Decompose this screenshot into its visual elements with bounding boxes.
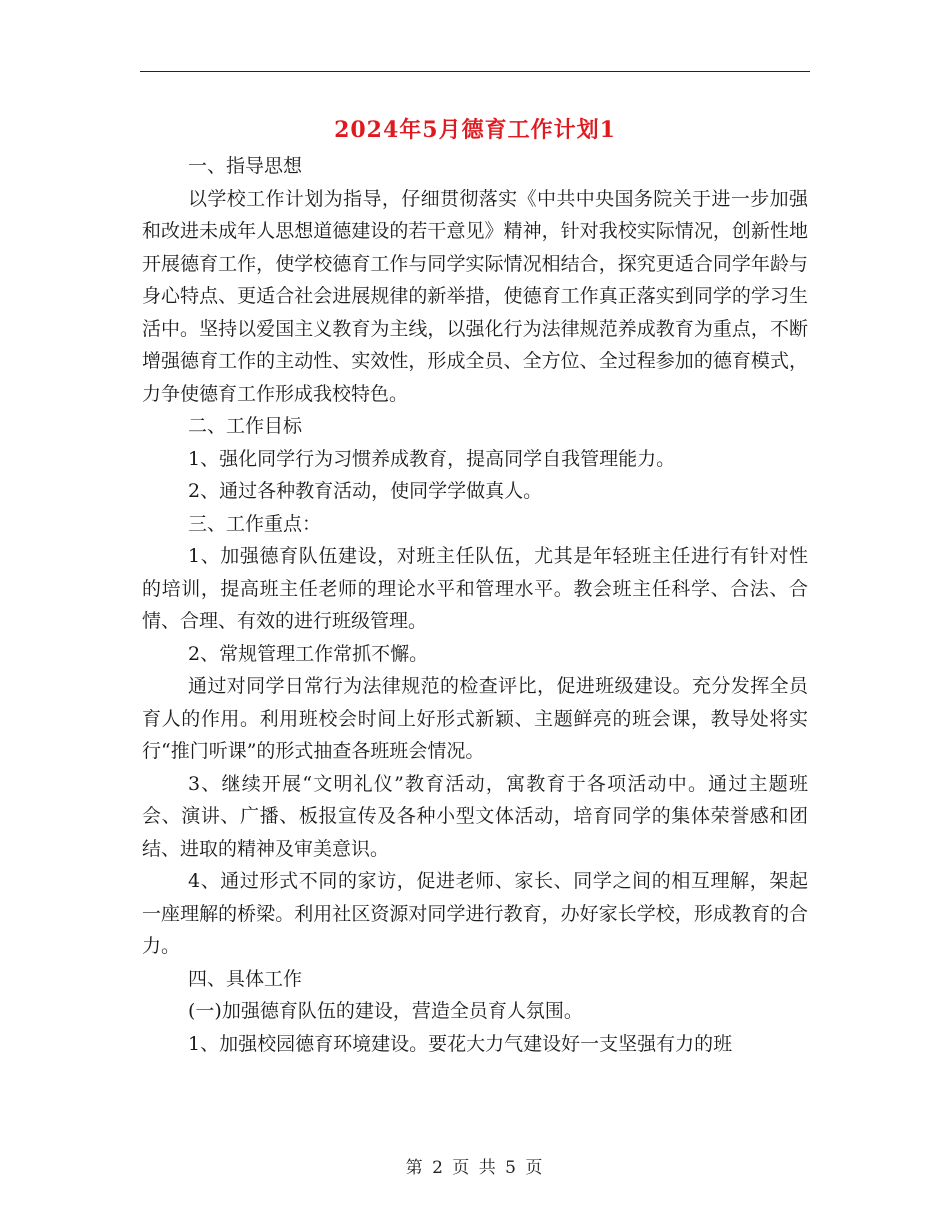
heading-specific-work: 四、具体工作 [188, 967, 303, 990]
focus-item-2: 2、常规管理工作常抓不懈。 [188, 642, 429, 665]
focus-item-1: 1、加强德育队伍建设，对班主任队伍，尤其是年轻班主任进行有针对性的培训，提高班主任老师的理论水平和管理水平。教会班主任科学、合法、合情、合理、有效的进行班级管理。 [142, 545, 808, 632]
goal-item-2: 2、通过各种教育活动，使同学学做真人。 [188, 480, 543, 502]
focus-item-2-detail: 通过对同学日常行为法律规范的检查评比，促进班级建设。充分发挥全员育人的作用。利用班校会时间上好形式新颖、主题鲜亮的班会课，教导处将实行“推门听课”的形式抽查各班班会情况。 [142, 675, 808, 762]
header-rule [140, 71, 810, 72]
specific-item-1: 1、加强校园德育环境建设。要花大力气建设好一支坚强有力的班 [188, 1032, 733, 1055]
document-body [142, 150, 808, 1060]
heading-guiding-thought: 一、指导思想 [188, 155, 303, 177]
heading-work-focus: 三、工作重点： [188, 512, 322, 535]
goal-item-1: 1、强化同学行为习惯养成教育，提高同学自我管理能力。 [188, 447, 676, 470]
page-number-footer: 第 2 页 共 5 页 [405, 1158, 545, 1178]
focus-item-3: 3、继续开展“文明礼仪”教育活动，寓教育于各项活动中。通过主题班会、演讲、广播、板报宣传及各种小型文体活动，培育同学的集体荣誉感和团结、进取的精神及审美意识。 [142, 772, 808, 860]
focus-item-4: 4、通过形式不同的家访，促进老师、家长、同学之间的相互理解，架起一座理解的桥梁。利用社区资源对同学进行教育，办好家长学校，形成教育的合力。 [142, 870, 808, 957]
subheading-team-building: (一)加强德育队伍的建设，营造全员育人氛围。 [188, 1000, 583, 1022]
paragraph-guiding-thought: 以学校工作计划为指导，仔细贯彻落实《中共中央国务院关于进一步加强和改进未成年人思想道德建设的若干意见》精神，针对我校实际情况，创新性地开展德育工作，使学校德育工作与同学实际情况相结合，探究更适合同学年龄与身心特点、更适合社会进展规律的新举措，使德育工作真正落实到同学的学习生活中。坚持以爱国主义教育为主线，以强化行为法律规范养成教育为重点，不断增强德育工作的主动性、实效性，形成全员、全方位、全过程参加的德育模式，力争使德育工作形成我校特色。 [142, 187, 808, 405]
document-title: 2024年5月德育工作计划1 [334, 117, 616, 143]
heading-work-goals: 二、工作目标 [188, 415, 303, 437]
